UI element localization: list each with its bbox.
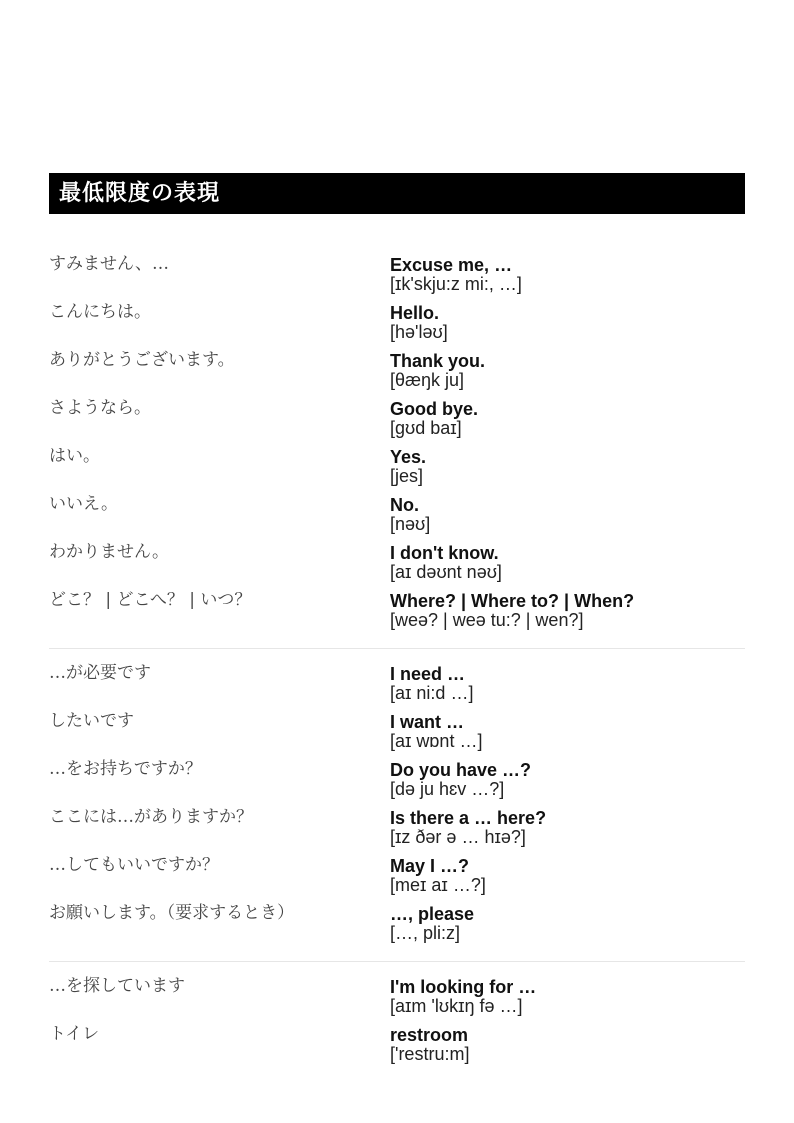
pronunciation: [ɪz ðər ə … hɪə?] bbox=[390, 827, 526, 847]
pronunciation: [ɪk'skju:z mi:, …] bbox=[390, 274, 522, 294]
pronunciation: [aɪm 'lʊkɪŋ fə …] bbox=[390, 996, 523, 1016]
english-phrase: Where? | Where to? | When? bbox=[390, 591, 635, 611]
japanese-phrase: こんにちは。 bbox=[49, 302, 151, 322]
english-phrase: …, please bbox=[390, 904, 475, 924]
english-translation bbox=[390, 446, 745, 494]
english-phrase: Thank you. bbox=[390, 351, 486, 371]
pronunciation: [gʊd baɪ] bbox=[390, 418, 462, 438]
japanese-phrase: どこ？ | どこへ？ | いつ？ bbox=[49, 590, 252, 610]
english-translation bbox=[390, 759, 745, 807]
phrase-group bbox=[49, 254, 745, 649]
phrase-row bbox=[49, 494, 745, 542]
japanese-phrase: したいです bbox=[49, 711, 134, 731]
phrase-row bbox=[49, 254, 745, 302]
phrase-row bbox=[49, 903, 745, 951]
japanese-phrase: ありがとうございます。 bbox=[49, 350, 235, 370]
phrase-row bbox=[49, 663, 745, 711]
phrase-row bbox=[49, 976, 745, 1024]
english-translation bbox=[390, 302, 745, 350]
phrase-row bbox=[49, 590, 745, 638]
english-translation bbox=[390, 590, 745, 638]
phrase-row bbox=[49, 855, 745, 903]
japanese-phrase: すみません、… bbox=[49, 254, 170, 274]
japanese-phrase: ここには…がありますか？ bbox=[49, 807, 253, 827]
pronunciation: [aɪ ni:d …] bbox=[390, 683, 474, 703]
english-phrase: Excuse me, … bbox=[390, 255, 513, 275]
pronunciation: [meɪ aɪ …?] bbox=[390, 875, 486, 895]
phrase-row bbox=[49, 398, 745, 446]
english-phrase: I want … bbox=[390, 712, 465, 732]
english-translation bbox=[390, 903, 745, 951]
english-translation bbox=[390, 398, 745, 446]
english-translation bbox=[390, 494, 745, 542]
english-translation bbox=[390, 711, 745, 759]
pronunciation: [θæŋk ju] bbox=[390, 370, 465, 390]
english-translation bbox=[390, 807, 745, 855]
phrase-row bbox=[49, 446, 745, 494]
phrase-group bbox=[49, 663, 745, 962]
english-translation bbox=[390, 976, 745, 1024]
phrase-group bbox=[49, 976, 745, 1082]
english-phrase: May I …? bbox=[390, 856, 470, 876]
pronunciation: [hə'ləʊ] bbox=[390, 322, 448, 342]
phrase-groups bbox=[49, 254, 745, 1082]
pronunciation: [nəʊ] bbox=[390, 514, 431, 534]
english-phrase: restroom bbox=[390, 1025, 469, 1045]
english-phrase: Is there a … here? bbox=[390, 808, 547, 828]
pronunciation: ['restru:m] bbox=[390, 1044, 470, 1064]
english-translation bbox=[390, 855, 745, 903]
english-phrase: Hello. bbox=[390, 303, 440, 323]
english-phrase: I need … bbox=[390, 664, 466, 684]
english-translation bbox=[390, 542, 745, 590]
phrase-row bbox=[49, 807, 745, 855]
pronunciation: [weə? | weə tu:? | wen?] bbox=[390, 610, 584, 630]
pronunciation: [jes] bbox=[390, 466, 424, 486]
pronunciation: [aɪ dəʊnt nəʊ] bbox=[390, 562, 502, 582]
japanese-phrase: さようなら。 bbox=[49, 398, 151, 418]
english-phrase: Do you have …? bbox=[390, 760, 532, 780]
pronunciation: [də ju hɛv …?] bbox=[390, 779, 505, 799]
phrase-row bbox=[49, 1024, 745, 1072]
japanese-phrase: いいえ。 bbox=[49, 494, 119, 514]
phrase-row bbox=[49, 711, 745, 759]
english-translation bbox=[390, 1024, 745, 1072]
japanese-phrase: わかりません。 bbox=[49, 542, 170, 562]
english-translation bbox=[390, 663, 745, 711]
japanese-phrase: …してもいいですか？ bbox=[49, 855, 219, 875]
english-phrase: Yes. bbox=[390, 447, 427, 467]
pronunciation: […, pli:z] bbox=[390, 923, 461, 943]
japanese-phrase: トイレ bbox=[49, 1024, 100, 1044]
english-phrase: Good bye. bbox=[390, 399, 479, 419]
japanese-phrase: お願いします。（要求するとき） bbox=[49, 903, 295, 923]
pronunciation: [aɪ wɒnt …] bbox=[390, 731, 483, 751]
japanese-phrase: …が必要です bbox=[49, 663, 151, 683]
phrase-row bbox=[49, 759, 745, 807]
section-title: 最低限度の表現 bbox=[49, 173, 745, 214]
phrase-row bbox=[49, 302, 745, 350]
phrasebook-page bbox=[49, 173, 745, 1096]
japanese-phrase: …を探しています bbox=[49, 976, 185, 996]
english-translation bbox=[390, 254, 745, 302]
japanese-phrase: …をお持ちですか？ bbox=[49, 759, 202, 779]
japanese-phrase: はい。 bbox=[49, 446, 100, 466]
english-phrase: I don't know. bbox=[390, 543, 499, 563]
english-phrase: No. bbox=[390, 495, 419, 515]
phrase-row bbox=[49, 350, 745, 398]
phrase-row bbox=[49, 542, 745, 590]
english-phrase: I'm looking for … bbox=[390, 977, 537, 997]
english-translation bbox=[390, 350, 745, 398]
